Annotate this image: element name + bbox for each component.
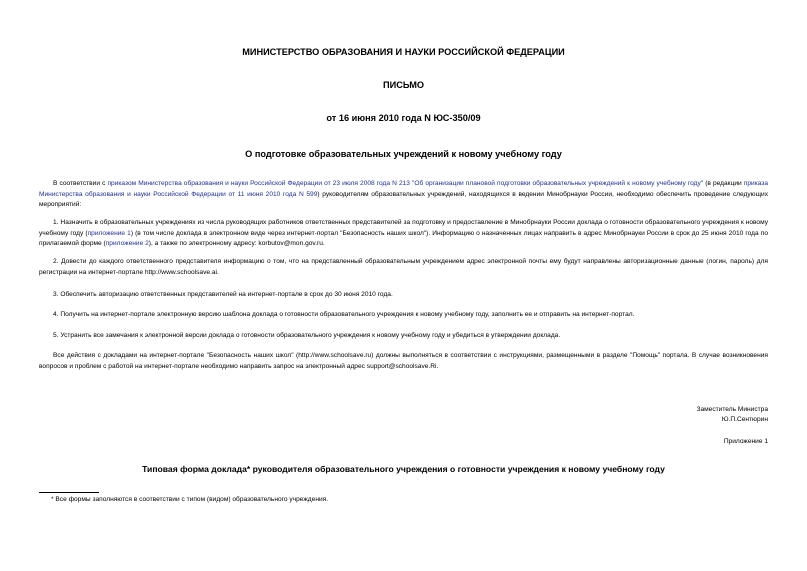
ministry-heading: МИНИСТЕРСТВО ОБРАЗОВАНИЯ И НАУКИ РОССИЙСКОЙ ФЕДЕРАЦИИ xyxy=(242,47,565,57)
appendix-2-link[interactable]: приложение 2 xyxy=(105,240,149,248)
intro-text-1: В соответствии с xyxy=(53,180,108,187)
signature-position: Заместитель Министра xyxy=(696,406,768,413)
item-2-paragraph: 2. Довести до каждого ответственного представителя информацию о том, что на представленный образовательным учреждением адрес электронной почты ему будут направлены авторизационные данные (логин, пароль) для регистрации на интернет-портале http://www.schoolsave.ai. xyxy=(39,258,768,276)
document-date-number: от 16 июня 2010 года N ЮС-350/09 xyxy=(326,113,481,123)
closing-paragraph: Все действия с докладами на интернет-портале "Безопасность наших школ" (http://www.schoolsave.ru) должны выполняться в соответствии с инструкциями, размещенными в разделе "Помощь" портала. В случае возникновения вопросов и проблем с работой на интернет-портале необходимо направить запрос на электронный адрес support@schoolsave.Ri. xyxy=(39,352,768,370)
item-1-paragraph xyxy=(39,218,768,250)
intro-text-3: ) руководителям образовательных учреждений, находящихся в ведении Минобрнауки России, необходимо обеспечить проведение следующих мероприятий: xyxy=(39,190,768,209)
document-subject: О подготовке образовательных учреждений к новому учебному году xyxy=(245,149,562,159)
intro-text-2: (в редакции xyxy=(703,180,744,187)
intro-paragraph xyxy=(39,179,768,211)
item-5-paragraph: 5. Устранить все замечания к электронной версии доклада о готовности образовательного учреждения к новому учебному году и убедиться в утверждении доклада. xyxy=(53,332,561,339)
item-1-text-3: ), а также по электронному адресу: korbutov@mon.gov.ru. xyxy=(148,240,325,248)
appendix-title: Типовая форма доклада* руководителя образовательного учреждения о готовности учреждения к новому учебному году xyxy=(142,464,665,474)
footnote: * Все формы заполняются в соответствии с типом (видом) образовательного учреждения. xyxy=(51,496,329,503)
appendix-label: Приложение 1 xyxy=(723,438,768,445)
document-type: ПИСЬМО xyxy=(382,80,425,90)
order-213-link[interactable]: приказом Министерства образования и науки Российской Федерации от 23 июля 2008 года N 213 "Об организации плановой подготовки образовательных учреждений к новому учебному году" xyxy=(107,180,704,187)
item-1-text-2: ) (в том числе доклада в электронном виде через интернет-портал "Безопасность наших школ"). Информацию о назначенных лицах направить в адрес Минобрнауки России в срок до 25 июня 2010 года по прилагаемой форме ( xyxy=(39,229,769,248)
signature-name: Ю.П.Сентюрин xyxy=(721,416,768,423)
item-4-paragraph: 4. Получить на интернет-портале электронную версию шаблона доклада о готовности образовательного учреждения к новому учебному году, заполнить ее и отправить на интернет-портал. xyxy=(53,311,635,318)
item-3-paragraph: 3. Обеспечить авторизацию ответственных представителей на интернет-портале в срок до 30 июня 2010 года. xyxy=(53,291,393,298)
footnote-divider xyxy=(39,492,99,493)
item-1-text-1: 1. Назначить в образовательных учреждениях из числа руководящих работников ответственных представителей за подготовку и предоставление в Минобрнауки России доклада о готовности образовательного учреждения к новому учебному году ( xyxy=(39,219,768,237)
order-599-link[interactable]: приказа Министерства образования и науки Российской Федерации от 11 июня 2010 года N 599 xyxy=(39,180,769,198)
appendix-1-link[interactable]: приложение 1 xyxy=(87,229,131,237)
